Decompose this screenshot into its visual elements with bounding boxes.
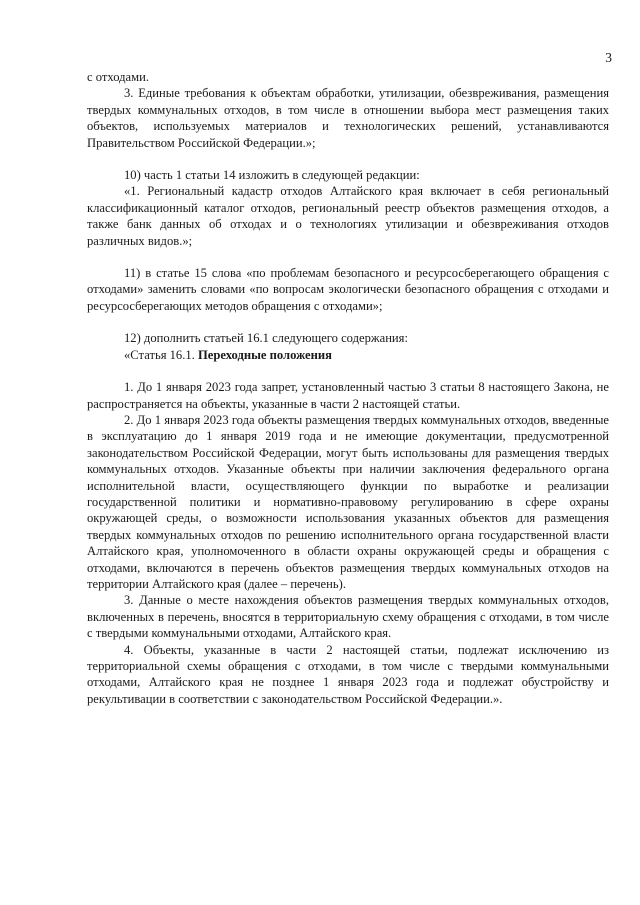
paragraph-continuation: с отходами. xyxy=(87,70,149,84)
article-16-1-heading xyxy=(87,347,609,363)
article-part-4: 4. Объекты, указанные в части 2 настоящей статьи, подлежат исключению из территориальной схемы обращения с отходами, в том числе с твердыми коммунальными отходами, Алтайского края не позднее 1 января 2023 года и подлежат обустройству и рекультивации в соответствии с законодательством Российской Федерации.». xyxy=(87,642,609,706)
amendment-11: 11) в статье 15 слова «по проблемам безопасного и ресурсосберегающего обращения с отходами» заменить словами «по вопросам экологически безопасного обращения с отходами и ресурсосберегающих методов обращения с отходами»; xyxy=(87,266,609,313)
amendment-10-text: «1. Региональный кадастр отходов Алтайского края включает в себя региональный классификационный каталог отходов, региональный реестр объектов размещения отходов, а также банк данных об отходах и о технологиях утилизации и обезвреживания отходов различных видов.»; xyxy=(87,184,609,248)
document-body xyxy=(87,69,609,707)
article-part-1: 1. До 1 января 2023 года запрет, установленный частью 3 статьи 8 настоящего Закона, не распространяется на объекты, указанные в части 2 настоящей статьи. xyxy=(87,380,609,411)
article-part-2: 2. До 1 января 2023 года объекты размещения твердых коммунальных отходов, введенные в эксплуатацию до 1 января 2019 года и не имеющие документации, предусмотренной законодательством Российской Федерации, могут быть использованы для размещения твердых коммунальных отходов. Указанные объекты при наличии заключения федерального органа исполнительной власти, осуществляющего функции по выработке и реализации государственной политики и нормативно-правовому регулированию в сфере охраны окружающей среды, о возможности использования указанных объектов для размещения твердых коммунальных отходов по решению исполнительного органа государственной власти Алтайского края, уполномоченного в области охраны окружающей среды и обращения с отходами, включаются в перечень объектов размещения твердых коммунальных отходов на территории Алтайского края (далее – перечень). xyxy=(87,412,609,591)
paragraph-requirements: 3. Единые требования к объектам обработки, утилизации, обезвреживания, размещения твердых коммунальных отходов, в том числе в отношении выбора мест размещения таких объектов, используемых материалов и технологических решений, устанавливаются Правительством Российской Федерации.»; xyxy=(87,86,609,150)
article-part-3: 3. Данные о месте нахождения объектов размещения твердых коммунальных отходов, включенных в перечень, вносятся в территориальную схему обращения с отходами, в том числе с твердыми коммунальными отходами, Алтайского края. xyxy=(87,593,609,641)
article-heading-title: Переходные положения xyxy=(197,347,332,362)
page-number: 3 xyxy=(605,50,612,65)
amendment-10-intro: 10) часть 1 статьи 14 изложить в следующей редакции: xyxy=(124,168,420,183)
article-heading-prefix: «Статья 16.1. xyxy=(124,347,198,362)
amendment-12-intro: 12) дополнить статьей 16.1 следующего содержания: xyxy=(124,331,408,346)
